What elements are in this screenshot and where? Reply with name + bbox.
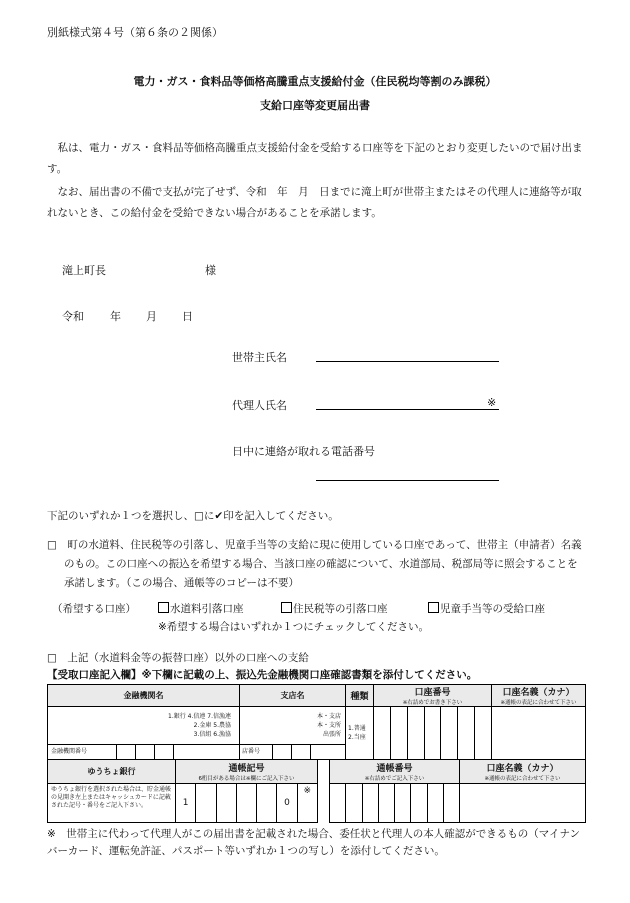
date-day: 日 bbox=[182, 310, 193, 323]
yucho-holder-header: 口座名義（カナ） ※通帳の表記に合わせて下さい bbox=[460, 760, 586, 784]
passbook-number-field[interactable] bbox=[330, 784, 460, 823]
table-gap bbox=[318, 760, 330, 784]
yucho-note: ゆうちょ銀行を選択された場合は、貯金通帳の見開き左上またはキャッシュカードに記載された記号・番号をご記入下さい。 bbox=[48, 784, 176, 823]
addressee: 滝上町長 bbox=[62, 264, 106, 277]
honorific: 様 bbox=[205, 264, 216, 277]
head-name-label: 世帯主氏名 bbox=[232, 351, 287, 364]
account-number-header: 口座番号 ※右詰めでお書き下さい bbox=[374, 685, 492, 707]
wish-option-water[interactable] bbox=[158, 601, 244, 616]
consent-paragraph: なお、届出書の不備で支払が完了せず、令和 年 月 日までに滝上町が世帯主またはその代理人に連絡等が取れないとき、この給付金を受給できない場合があることを承諾します。 bbox=[47, 186, 582, 219]
bank-code-field[interactable]: 金融機関番号 bbox=[48, 744, 240, 759]
declaration-paragraph: 私は、電力・ガス・食料品等価格高騰重点支援給付金を受給する口座等を下記のとおり変更したいので届け出ます。 bbox=[47, 142, 583, 175]
symbol-field[interactable] bbox=[176, 784, 318, 823]
checkbox[interactable] bbox=[158, 602, 169, 613]
wish-option-label: 住民税等の引落口座 bbox=[293, 603, 388, 615]
option-2-text[interactable]: □ 上記（水道料金等の振替口座）以外の口座への支給 bbox=[47, 652, 309, 664]
phone-label: 日中に連絡が取れる電話番号 bbox=[232, 445, 375, 458]
bank-name-header: 金融機関名 bbox=[48, 685, 240, 707]
yucho-holder-field[interactable] bbox=[460, 784, 586, 823]
yucho-header: ゆうちょ銀行 bbox=[48, 760, 176, 784]
passbook-number-header: 通帳番号 ※右詰めでご記入下さい bbox=[330, 760, 460, 784]
wish-note: ※希望する場合はいずれか１つにチェックしてください。 bbox=[158, 621, 429, 633]
wish-option-tax[interactable] bbox=[281, 601, 388, 616]
wish-label: （希望する口座） bbox=[52, 603, 136, 615]
date-year: 年 bbox=[110, 310, 121, 323]
account-holder-header: 口座名義（カナ） ※通帳の表記に合わせて下さい bbox=[492, 685, 586, 707]
symbol-header: 通帳記号 6桁目がある場合は※欄にご記入下さい bbox=[176, 760, 318, 784]
option-1-text[interactable]: □ 町の水道料、住民税等の引落し、児童手当等の支給に現に使用している口座であって、世帯主（申請者）名義のもの。この口座への振込を希望する場合、当該口座の確認について、水道部局、税部局等に照会することを承諾します。（この場合、通帳等のコピーは不要） bbox=[47, 539, 582, 589]
checkbox[interactable] bbox=[281, 602, 292, 613]
symbol-extra-digit[interactable]: ※ bbox=[303, 786, 312, 796]
symbol-digit-fixed: 0 bbox=[277, 784, 297, 822]
branch-code-field[interactable]: 店番号 bbox=[240, 744, 346, 759]
branch-name-header: 支店名 bbox=[240, 685, 346, 707]
wish-option-label: 水道料引落口座 bbox=[170, 603, 244, 615]
agent-name-field[interactable] bbox=[316, 409, 499, 410]
head-name-field[interactable] bbox=[316, 361, 499, 362]
agent-name-label: 代理人氏名 bbox=[232, 399, 287, 412]
branch-name-field[interactable]: 本・支店 本・支所 出張所 bbox=[240, 707, 346, 745]
table-gap bbox=[318, 784, 330, 823]
account-number-field[interactable] bbox=[374, 707, 492, 760]
account-section-title: 【受取口座記入欄】※下欄に記載の上、振込先金融機関口座確認書類を添付してください。 bbox=[47, 669, 478, 681]
wish-option-child[interactable] bbox=[428, 601, 545, 616]
yucho-account-table bbox=[47, 759, 586, 823]
form-title: 電力・ガス・食料品等価格高騰重点支援給付金（住民税均等割のみ課税） bbox=[133, 75, 497, 88]
form-subtitle: 支給口座等変更届出書 bbox=[260, 99, 370, 112]
agent-footnote: ※ 世帯主に代わって代理人がこの届出書を記載された場合、委任状と代理人の本人確認ができるもの（マイナンバーカード、運転免許証、パスポート等いずれか１つの写し）を添付してください。 bbox=[47, 828, 580, 857]
wish-option-label: 児童手当等の受給口座 bbox=[440, 603, 545, 615]
symbol-digit-1: 1 bbox=[176, 784, 196, 822]
form-number: 別紙様式第４号（第６条の２関係） bbox=[47, 26, 223, 39]
selection-instruction: 下記のいずれか１つを選択し、□に✔印を記入してください。 bbox=[47, 510, 339, 522]
phone-field[interactable] bbox=[316, 480, 499, 481]
bank-name-field[interactable]: 1.銀行 4.信連 7.信漁連 2.金庫 5.農協 3.信組 6.漁協 bbox=[48, 707, 240, 745]
checkbox[interactable] bbox=[428, 602, 439, 613]
date-era: 令和 bbox=[62, 310, 84, 323]
bank-account-table bbox=[47, 684, 586, 760]
account-type-header: 種類 bbox=[346, 685, 374, 707]
account-holder-field[interactable] bbox=[492, 707, 586, 760]
date-month: 月 bbox=[146, 310, 157, 323]
agent-note-mark: ※ bbox=[487, 396, 497, 409]
account-type-field[interactable]: 1.普通 2.当座 bbox=[346, 707, 374, 760]
